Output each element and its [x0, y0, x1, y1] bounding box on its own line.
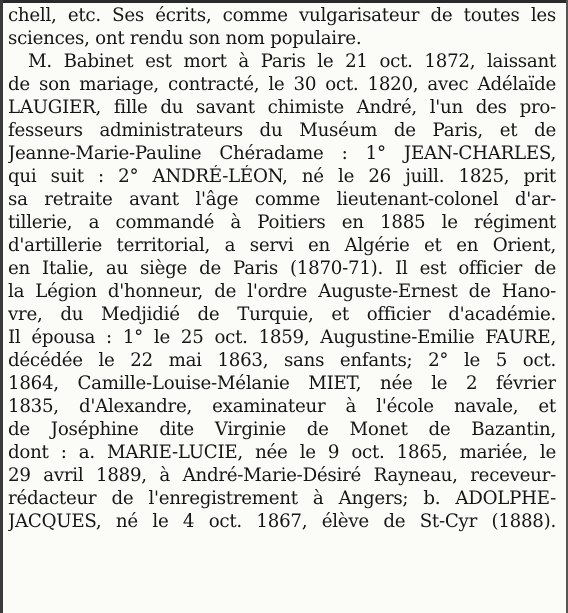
- text-line: 1835, d'Alexandre, examinateur à l'école navale, et: [8, 396, 556, 417]
- text-line: Il épousa : 1° le 25 oct. 1859, Augustine-Emilie FAURE,: [8, 327, 556, 348]
- text-line: fesseurs administrateurs du Muséum de Paris, et de: [8, 120, 556, 141]
- text-line: rédacteur de l'enregistrement à Angers; b. ADOLPHE-: [8, 488, 556, 509]
- text-line: de Joséphine dite Virginie de Monet de Bazantin,: [8, 419, 556, 440]
- text-line: sciences, ont rendu son nom populaire.: [8, 28, 362, 49]
- text-line: 1864, Camille-Louise-Mélanie MIET, née le 2 février: [8, 373, 556, 394]
- text-line: qui suit : 2° ANDRÉ-LÉON, né le 26 juill. 1825, prit: [8, 166, 556, 187]
- text-line: la Légion d'honneur, de l'ordre Auguste-Ernest de Hano-: [8, 281, 556, 302]
- text-line: 29 avril 1889, à André-Marie-Désiré Rayneau, receveur-: [8, 465, 556, 486]
- text-line: dont : a. MARIE-LUCIE, née le 9 oct. 1865, mariée, le: [8, 442, 556, 463]
- text-line: d'artillerie territorial, a servi en Algérie et en Orient,: [8, 235, 556, 256]
- text-line: LAUGIER, fille du savant chimiste André, l'un des pro-: [8, 97, 556, 118]
- scan-border-top: [0, 0, 568, 3]
- text-line: vre, du Medjidié de Turquie, et officier d'académie.: [8, 304, 556, 325]
- text-line: Jeanne-Marie-Pauline Chéradame : 1° JEAN-CHARLES,: [8, 143, 556, 164]
- text-line: de son mariage, contracté, le 30 oct. 1820, avec Adélaïde: [8, 74, 556, 95]
- body-text: [8, 4, 556, 533]
- text-line: chell, etc. Ses écrits, comme vulgarisateur de toutes les: [8, 5, 556, 26]
- text-line: JACQUES, né le 4 oct. 1867, élève de St-Cyr (1888).: [8, 511, 556, 532]
- text-line: tillerie, a commandé à Poitiers en 1885 le régiment: [8, 212, 556, 233]
- text-line: sa retraite avant l'âge comme lieutenant-colonel d'ar-: [8, 189, 556, 210]
- scan-border-left: [0, 0, 3, 613]
- text-line: décédée le 22 mai 1863, sans enfants; 2° le 5 oct.: [8, 350, 556, 371]
- paragraph-first-line: M. Babinet est mort à Paris le 21 oct. 1872, laissant: [28, 51, 556, 72]
- text-line: en Italie, au siège de Paris (1870-71). Il est officier de: [8, 258, 556, 279]
